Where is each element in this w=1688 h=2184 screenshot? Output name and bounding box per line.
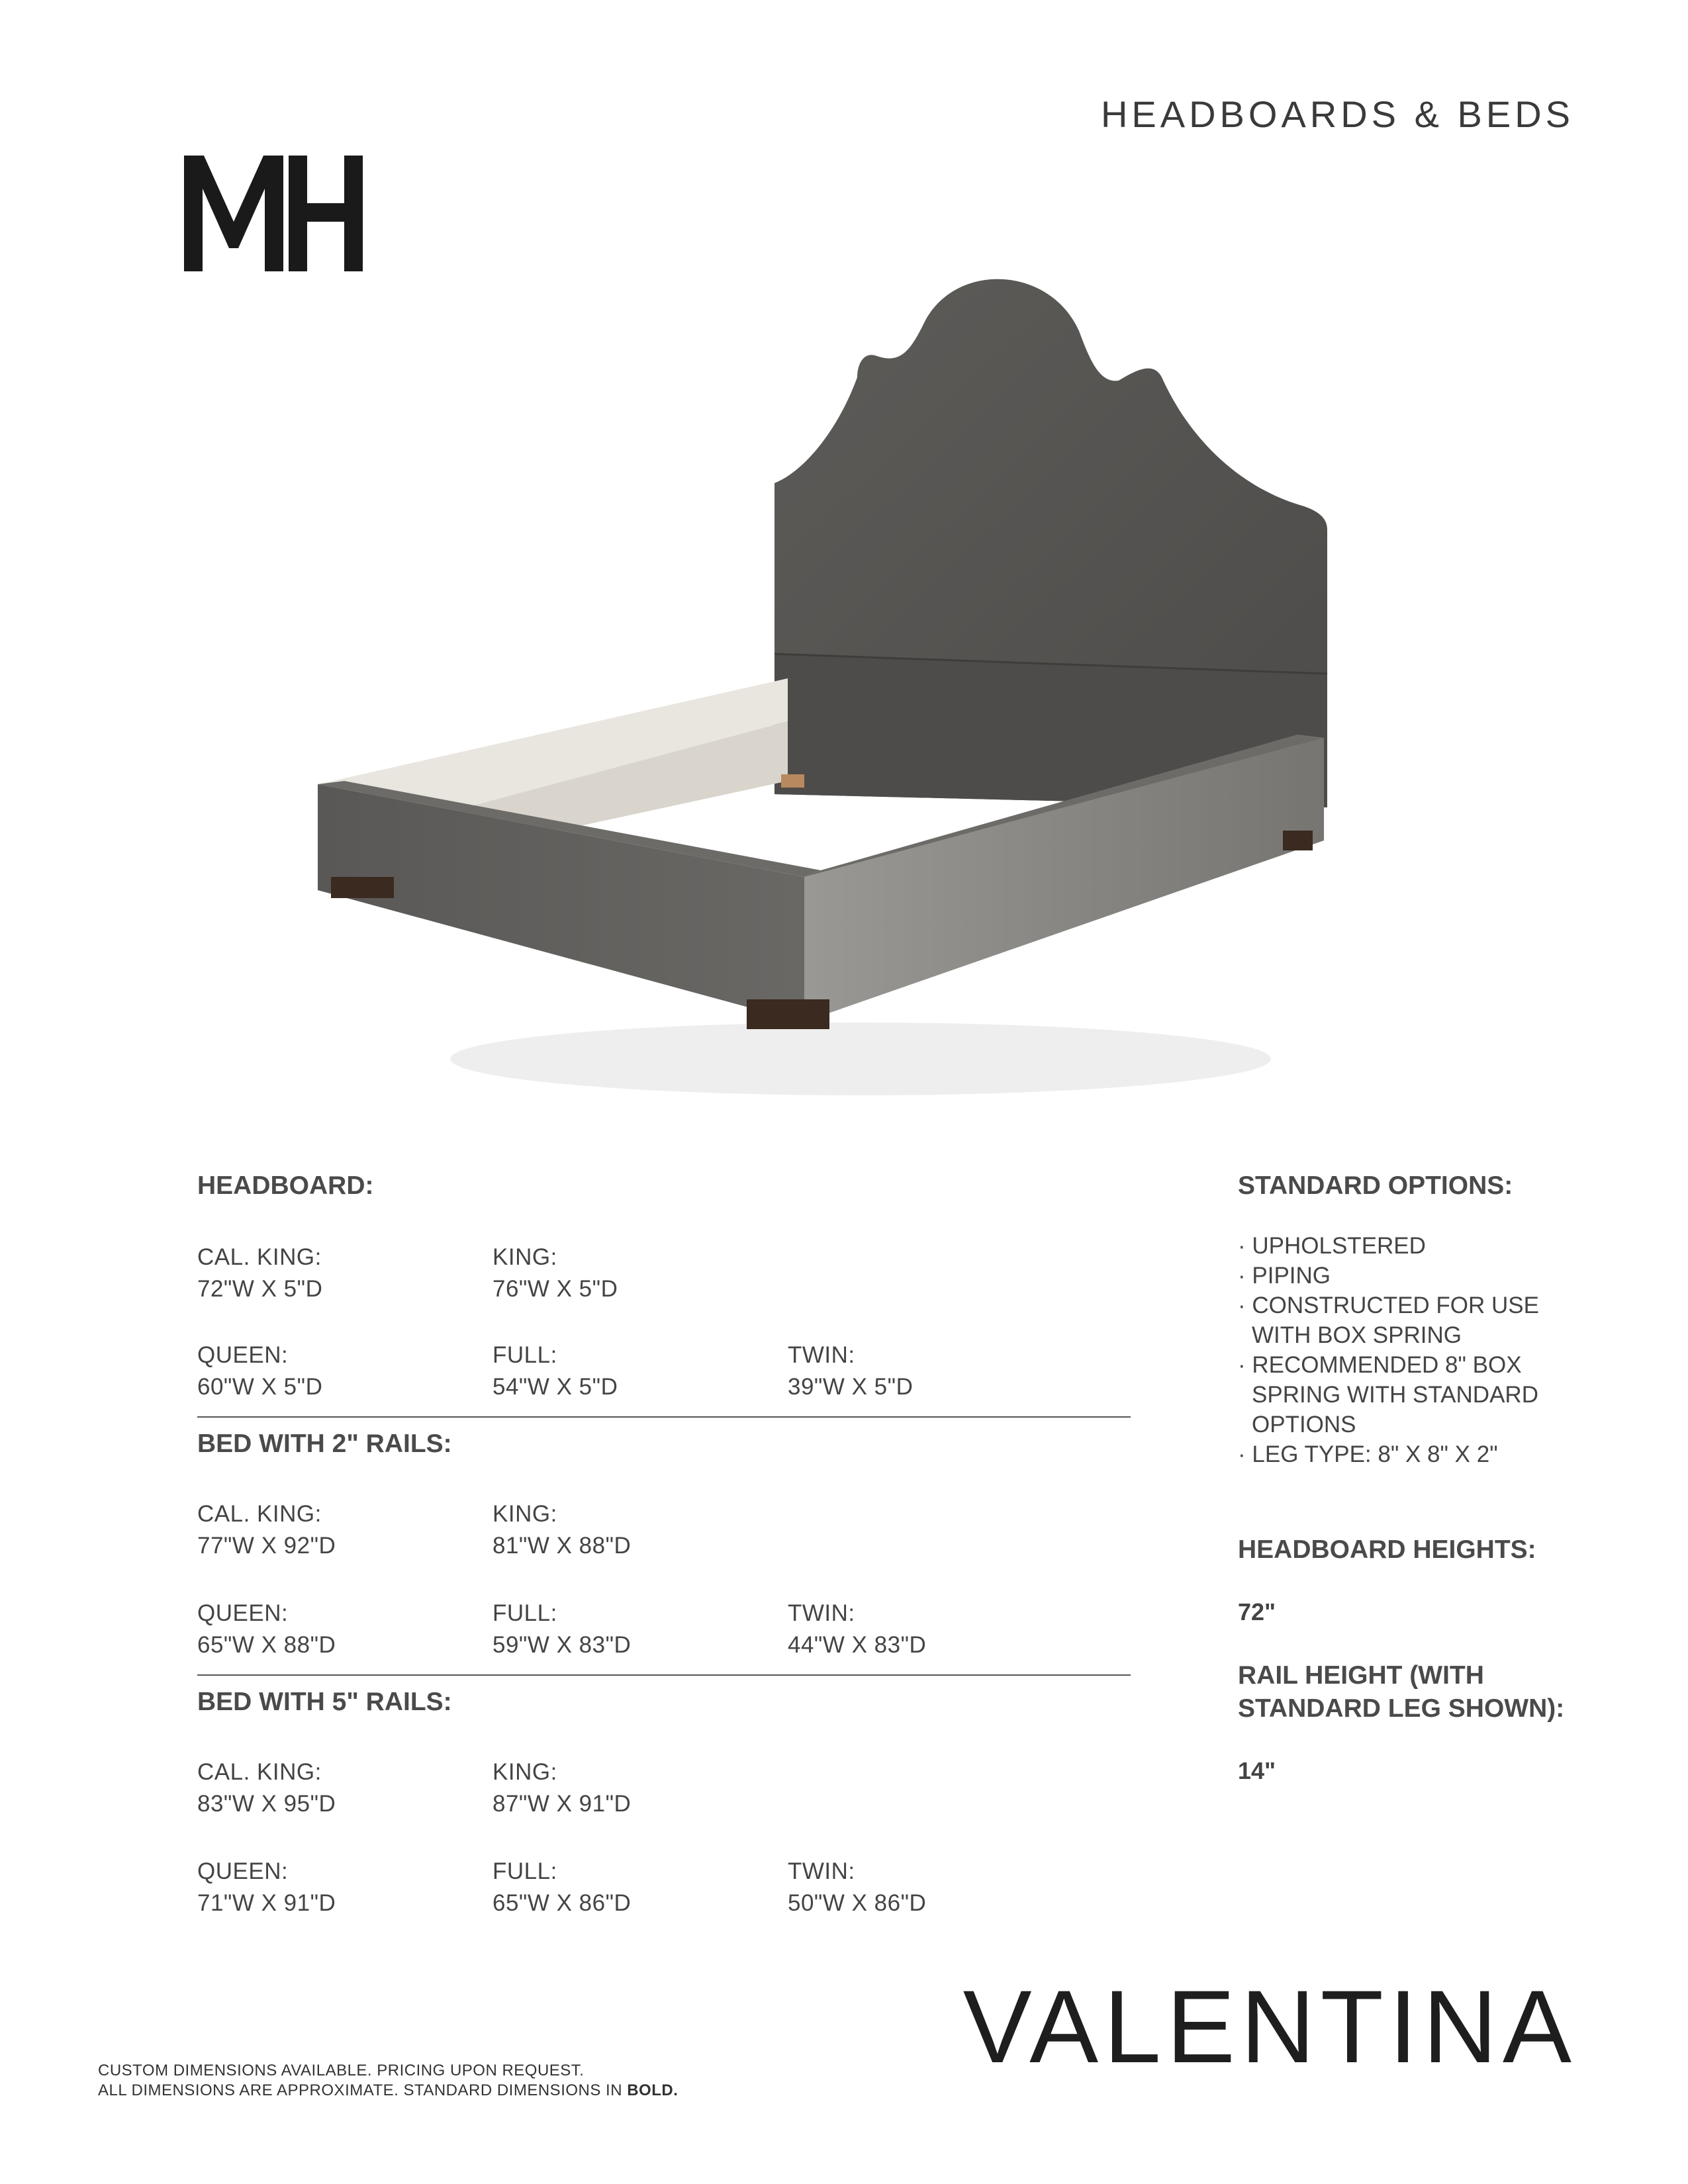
size-value: 39"W X 5"D — [788, 1374, 914, 1400]
option-line: · CONSTRUCTED FOR USE — [1238, 1293, 1539, 1318]
standard-options-title: STANDARD OPTIONS: — [1238, 1171, 1513, 1200]
footnote-line1: CUSTOM DIMENSIONS AVAILABLE. PRICING UPON REQUEST. — [98, 2062, 585, 2079]
option-line: · UPHOLSTERED — [1238, 1233, 1426, 1259]
standard-options-list — [1238, 1231, 1539, 1469]
leg-back-right — [1283, 831, 1313, 850]
size-label: FULL: — [492, 1600, 557, 1626]
size-label: CAL. KING: — [197, 1501, 322, 1527]
floor-shadow — [450, 1023, 1271, 1095]
logo-letter-m — [184, 156, 283, 271]
product-name: VALENTINA — [962, 1970, 1577, 2085]
size-label: TWIN: — [788, 1858, 855, 1884]
size-value: 77"W X 92"D — [197, 1533, 336, 1559]
size-value: 60"W X 5"D — [197, 1374, 323, 1400]
leg-front-right — [747, 999, 829, 1029]
option-line: OPTIONS — [1252, 1412, 1356, 1437]
size-value: 81"W X 88"D — [492, 1533, 632, 1559]
headboard-height-value: 72" — [1238, 1598, 1276, 1625]
size-value: 71"W X 91"D — [197, 1890, 336, 1916]
size-value: 76"W X 5"D — [492, 1276, 618, 1302]
size-label: QUEEN: — [197, 1342, 289, 1368]
size-value: 83"W X 95"D — [197, 1791, 336, 1817]
headboard-heights-title: HEADBOARD HEIGHTS: — [1238, 1535, 1536, 1564]
brand-logo — [184, 156, 363, 271]
bed-5-rails-title: BED WITH 5" RAILS: — [197, 1688, 452, 1716]
size-label: KING: — [492, 1759, 557, 1785]
size-value: 44"W X 83"D — [788, 1632, 927, 1658]
rail-height-value: 14" — [1238, 1757, 1276, 1784]
size-value: 65"W X 86"D — [492, 1890, 632, 1916]
size-label: KING: — [492, 1244, 557, 1270]
product-image — [318, 278, 1350, 1138]
option-line: · PIPING — [1238, 1263, 1331, 1289]
size-label: TWIN: — [788, 1342, 855, 1368]
option-line: · RECOMMENDED 8" BOX — [1238, 1352, 1522, 1378]
size-label: CAL. KING: — [197, 1244, 322, 1270]
leg-front-left — [331, 877, 394, 898]
rail-height-title-line1: RAIL HEIGHT (WITH — [1238, 1661, 1484, 1690]
option-line: WITH BOX SPRING — [1252, 1322, 1462, 1348]
size-label: FULL: — [492, 1342, 557, 1368]
option-line: SPRING WITH STANDARD — [1252, 1382, 1538, 1408]
size-label: QUEEN: — [197, 1858, 289, 1884]
rail-height-title-line2: STANDARD LEG SHOWN): — [1238, 1694, 1565, 1723]
size-value: 50"W X 86"D — [788, 1890, 927, 1916]
size-value: 59"W X 83"D — [492, 1632, 632, 1658]
divider — [197, 1416, 1131, 1418]
option-line: · LEG TYPE: 8" X 8" X 2" — [1238, 1441, 1498, 1467]
size-value: 72"W X 5"D — [197, 1276, 323, 1302]
size-value: 87"W X 91"D — [492, 1791, 632, 1817]
divider — [197, 1674, 1131, 1676]
footnote-line2-text: ALL DIMENSIONS ARE APPROXIMATE. STANDARD DIMENSIONS IN — [98, 2081, 623, 2099]
size-label: TWIN: — [788, 1600, 855, 1626]
category-title: HEADBOARDS & BEDS — [1100, 93, 1574, 135]
leg-back-left — [781, 774, 804, 788]
bed-2-rails-title: BED WITH 2" RAILS: — [197, 1430, 452, 1458]
footnote-line2 — [98, 2081, 678, 2100]
logo-letter-h — [289, 156, 363, 271]
footnote-bold-word: BOLD. — [627, 2081, 679, 2099]
size-label: CAL. KING: — [197, 1759, 322, 1785]
size-label: KING: — [492, 1501, 557, 1527]
size-label: FULL: — [492, 1858, 557, 1884]
size-label: QUEEN: — [197, 1600, 289, 1626]
size-value: 54"W X 5"D — [492, 1374, 618, 1400]
size-value: 65"W X 88"D — [197, 1632, 336, 1658]
headboard-title: HEADBOARD: — [197, 1171, 374, 1200]
